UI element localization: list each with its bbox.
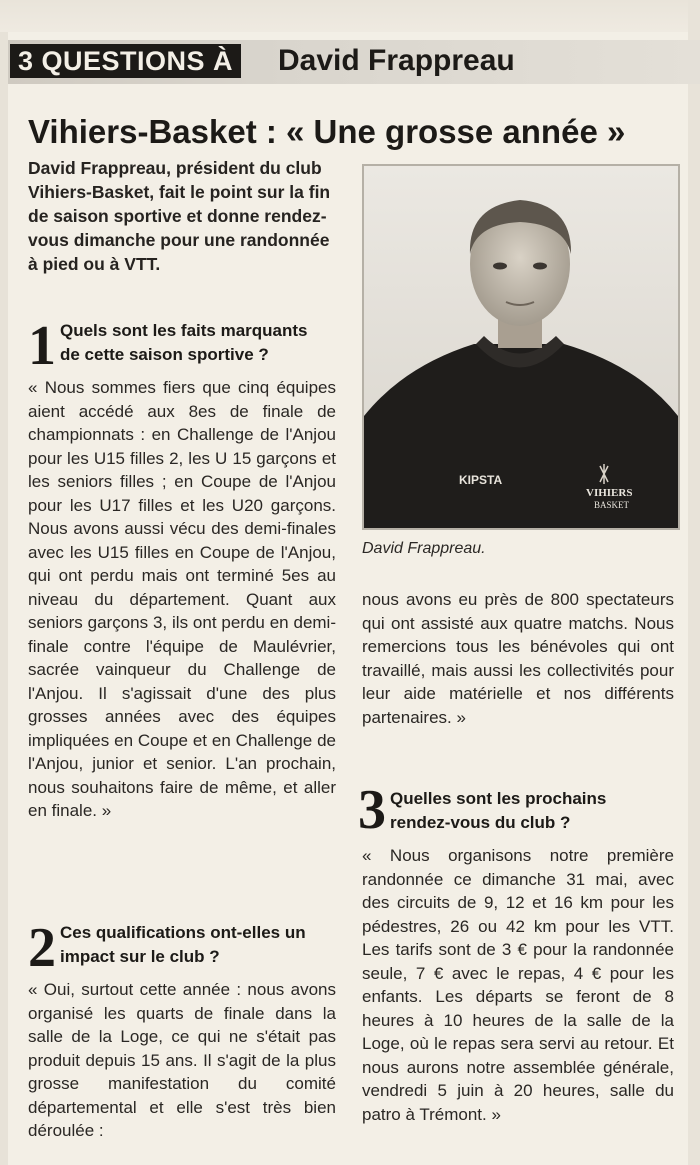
right-margin-bleed [688,0,700,1165]
kicker-label: 3 QUESTIONS À [10,44,241,78]
question-3 [358,779,678,842]
question-text-line2: rendez-vous du club ? [390,813,571,832]
answer-1-paragraph: « Nous sommes fiers que cinq équipes aient accédé aux 8es de finale de championnats : en Challenge de l'Anjou pour les U15 filles 2, les U 15 garçons et les seniors filles ; en Coupe de l'Anjou pour les U17 filles et les U20 garçons. Nous avons aussi vécu des demi-finales avec les U15 filles en Coupe de l'Anjou, qui ont perdu mais ont terminé 5es au niveau du département. Quant aux seniors garçons 3, ils ont perdu en demi-finale contre l'équipe de Maulévrier, sacrée vainqueur du Challenge de l'Anjou. Il s'agissait d'une des plus grosses années avec des équipes impliquées en Coupe et en Challenge de l'Anjou, junior et senior. L'an prochain, nous souhaitons faire de même, et aller en finale. » [28,378,336,820]
answer-1 [28,376,336,823]
adjacent-article-bleed [0,0,700,32]
headline: Vihiers-Basket : « Une grosse année » [28,113,626,150]
answer-2-continued [362,588,674,729]
answer-2 [28,978,336,1143]
kicker-interviewee: David Frappreau [278,44,515,77]
answer-2-continued-paragraph: nous avons eu près de 800 spectateurs qui ont assisté aux quatre matchs. Nous remercions tous les bénévoles qui ont travaillé, mais aussi les collectivités pour leur aide matérielle et nos différents partenaires. » [362,590,674,727]
question-1 [28,315,348,378]
question-text-line1: Ces qualifications ont-elles un [60,923,306,942]
question-text-line2: de cette saison sportive ? [60,345,269,364]
answer-3-paragraph: « Nous organisons notre première randonnée ce dimanche 31 mai, avec des circuits de 9, 12 et 16 km pour les pédestres, 26 ou 42 km pour les VTT. Les tarifs sont de 3 € pour la randonnée seule, 7 € avec le repas, 4 € pour les enfants. Les départs se feront de 8 heures à 10 heures de la salle de la Loge, où le repas sera servi au retour. Et nous aurons notre assemblée générale, vendredi 5 juin à 20 heures, salle du patro à Trémont. » [362,846,674,1124]
question-text-line1: Quels sont les faits marquants [60,321,308,340]
club-logo-subtext: BASKET [594,500,630,510]
answer-2-paragraph: « Oui, surtout cette année : nous avons organisé les quarts de finale dans la salle de la Loge, ce qui ne s'était pas produit depuis 15 ans. Il s'agit de la plus grosse manifestation du comité départemental et elle s'est très bien déroulée : [28,980,336,1140]
portrait-photo [362,164,680,530]
photo-caption: David Frappreau. [362,540,486,557]
question-2 [28,917,348,980]
portrait-illustration [364,166,678,528]
question-number: 2 [28,917,56,979]
club-logo-text: VIHIERS [586,487,633,499]
question-number: 3 [358,779,386,841]
left-margin [0,32,8,1165]
question-number: 1 [28,315,56,377]
jacket-brand-text: KIPSTA [459,473,503,487]
intro-paragraph: David Frappreau, président du club Vihiers-Basket, fait le point sur la fin de saison sportive et donne rendez-vous dimanche pour une randonnée à pied ou à VTT. [28,158,331,274]
question-text-line2: impact sur le club ? [60,947,220,966]
question-text-line1: Quelles sont les prochains [390,789,607,808]
answer-3 [362,844,674,1126]
